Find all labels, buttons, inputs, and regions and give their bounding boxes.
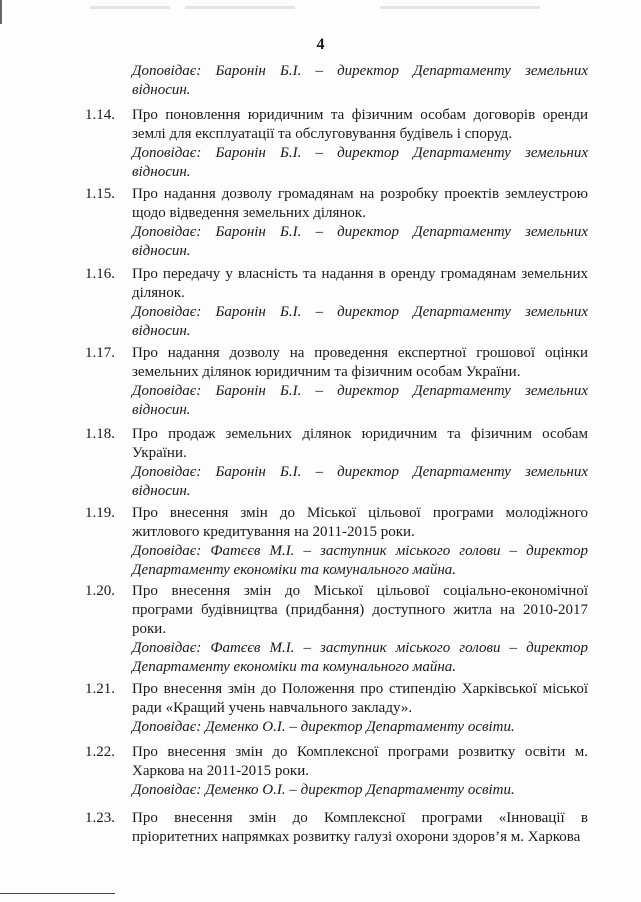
agenda-item-1-21 — [85, 680, 588, 737]
item-number: 1.16. — [85, 266, 115, 282]
scan-artifact — [380, 6, 540, 9]
item-title: Про внесення змін до Комплексної програми «Інновації в пріоритетних напрямках розвитку галузі охорони здоров’я м. Харкова — [132, 810, 588, 845]
agenda-item-1-22 — [85, 743, 588, 800]
agenda-item-1-23 — [85, 809, 588, 847]
intro-speaker: Доповідає: Баронін Б.І. – директор Департаменту земельних відносин. — [132, 63, 588, 98]
item-title: Про надання дозволу на проведення експертної грошової оцінки земельних ділянок юридичним та фізичним особам України. — [132, 345, 588, 380]
item-title: Про внесення змін до Міської цільової соціально-економічної програми будівництва (придбання) доступного житла на 2010-2017 роки. — [132, 583, 588, 637]
item-speaker: Доповідає: Фатєєв М.І. – заступник міського голови – директор Департаменту економіки та комунального майна. — [132, 543, 588, 578]
item-speaker: Доповідає: Баронін Б.І. – директор Департаменту земельних відносин. — [132, 304, 588, 339]
agenda-item-1-20 — [85, 582, 588, 677]
item-title: Про внесення змін до Міської цільової програми молодіжного житлового кредитування на 2011-2015 роки. — [132, 505, 588, 540]
item-speaker: Доповідає: Деменко О.І. – директор Департаменту освіти. — [132, 719, 515, 735]
item-speaker: Доповідає: Деменко О.І. – директор Департаменту освіти. — [132, 782, 515, 798]
item-speaker: Доповідає: Баронін Б.І. – директор Департаменту земельних відносин. — [132, 224, 588, 259]
agenda-item-1-15 — [85, 185, 588, 261]
scan-artifact — [185, 6, 295, 9]
agenda-item-1-18 — [85, 425, 588, 501]
item-title: Про надання дозволу громадянам на розробку проектів землеустрою щодо відведення земельних ділянок. — [132, 186, 588, 221]
item-number: 1.21. — [85, 681, 115, 697]
agenda-item-1-19 — [85, 504, 588, 580]
item-number: 1.14. — [85, 107, 115, 123]
item-speaker: Доповідає: Баронін Б.І. – директор Департаменту земельних відносин. — [132, 464, 588, 499]
item-speaker: Доповідає: Баронін Б.І. – директор Департаменту земельних відносин. — [132, 383, 588, 418]
item-speaker: Доповідає: Фатєєв М.І. – заступник міського голови – директор Департаменту економіки та комунального майна. — [132, 640, 588, 675]
item-title: Про продаж земельних ділянок юридичним та фізичним особам України. — [132, 426, 588, 461]
item-title: Про внесення змін до Комплексної програми розвитку освіти м. Харкова на 2011-2015 роки. — [132, 744, 588, 779]
item-number: 1.19. — [85, 505, 115, 521]
item-number: 1.18. — [85, 426, 115, 442]
agenda-item-1-17 — [85, 344, 588, 420]
agenda-item-1-14 — [85, 106, 588, 182]
item-title: Про внесення змін до Положення про стипендію Харківської міської ради «Кращий учень навчального закладу». — [132, 681, 588, 716]
scan-margin-line — [0, 0, 2, 24]
agenda-item-1-16 — [85, 265, 588, 341]
item-number: 1.17. — [85, 345, 115, 361]
item-title: Про поновлення юридичним та фізичним особам договорів оренди землі для експлуатації та обслуговування будівель і споруд. — [132, 107, 588, 142]
item-title: Про передачу у власність та надання в оренду громадянам земельних ділянок. — [132, 266, 588, 301]
scan-artifact — [90, 6, 170, 9]
item-speaker: Доповідає: Баронін Б.І. – директор Департаменту земельних відносин. — [132, 145, 588, 180]
page-number: 4 — [316, 36, 325, 53]
item-number: 1.20. — [85, 583, 115, 599]
item-number: 1.15. — [85, 186, 115, 202]
item-number: 1.23. — [85, 810, 115, 826]
footnote-separator — [0, 893, 115, 894]
item-number: 1.22. — [85, 744, 115, 760]
